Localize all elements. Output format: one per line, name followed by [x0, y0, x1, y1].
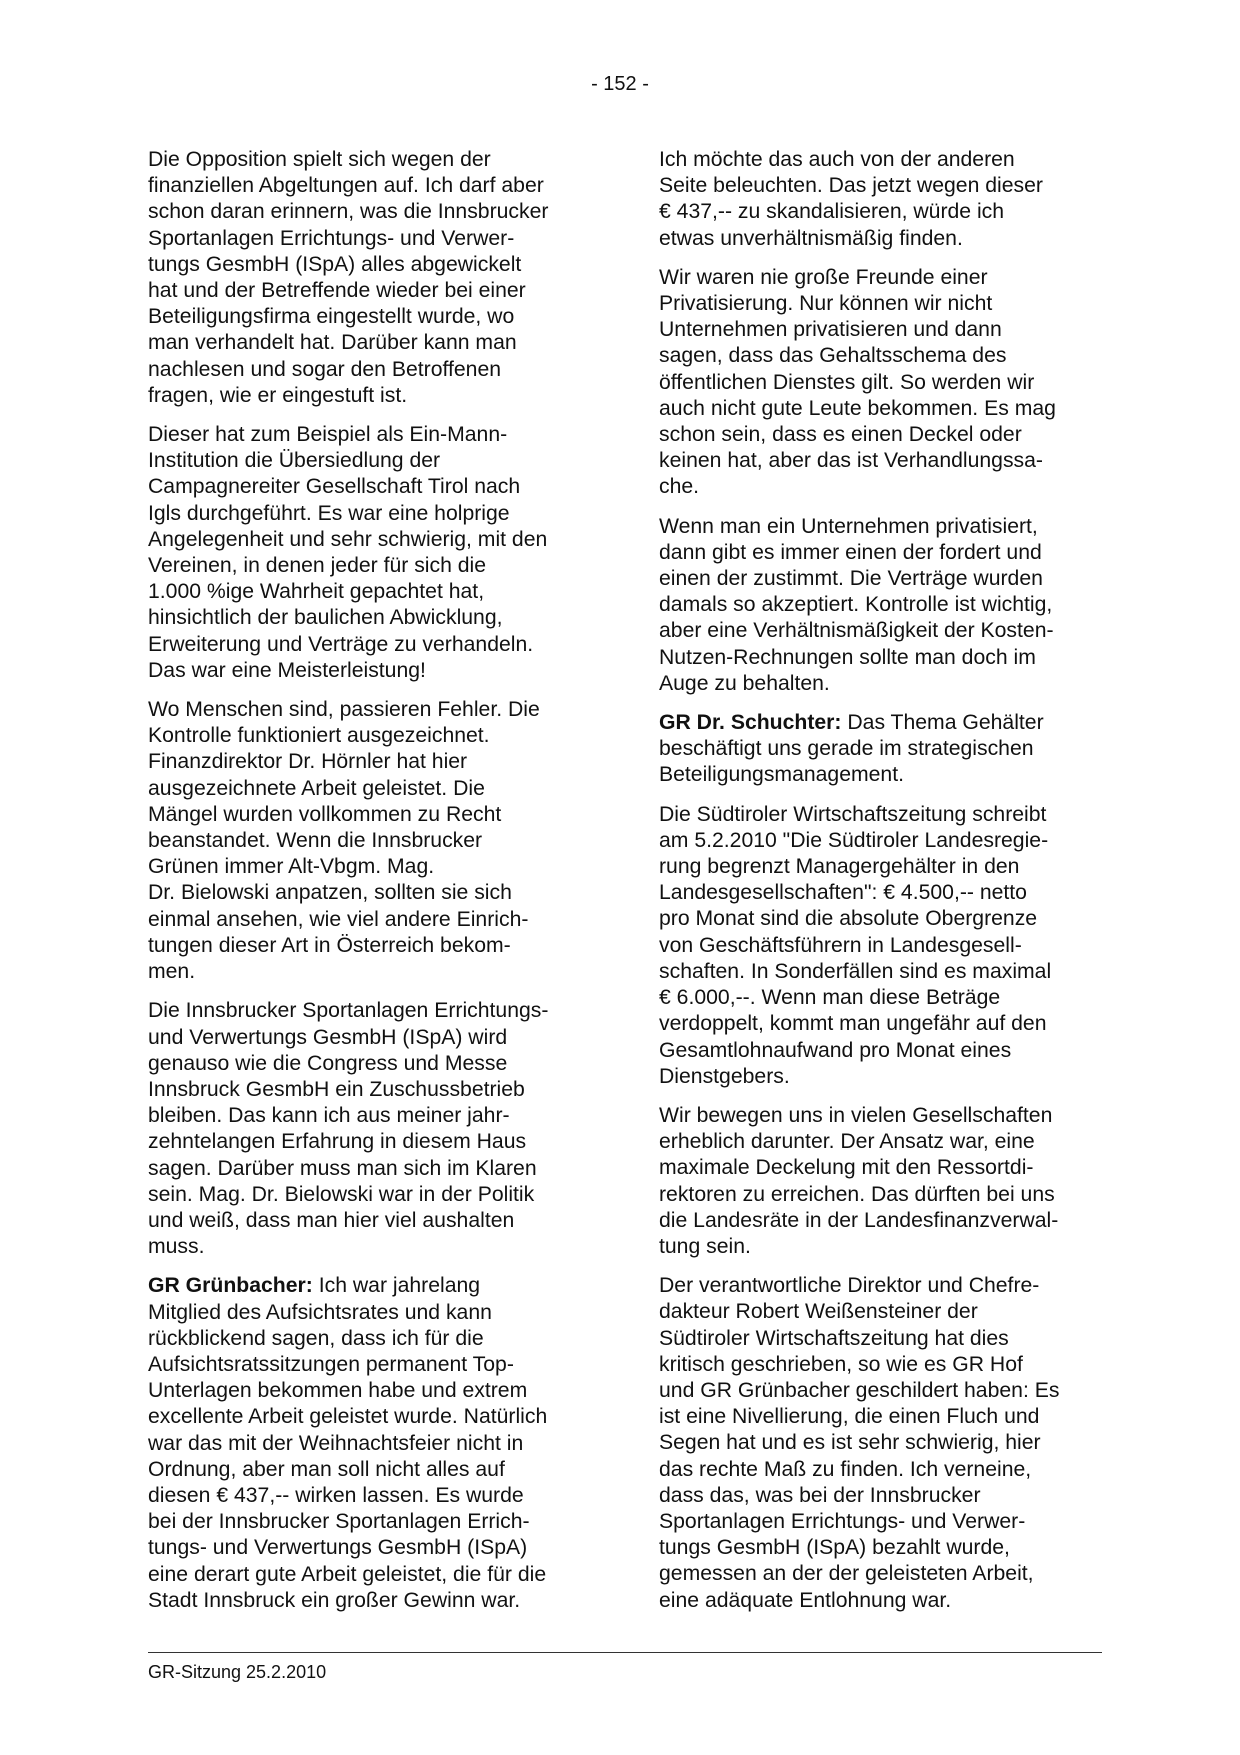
paragraph: Die Südtiroler Wirtschaftszeitung schreibt am 5.2.2010 "Die Südtiroler Landesregie- rung begrenzt Managergehälter in den Landesgesellschaften": € 4.500,-- netto pro Monat sind die absolute Obergrenze von Geschäftsführern in Landesgesell- schaften. In Sonderfällen sind es maximal € 6.000,--. Wenn man diese Beträge verdoppelt, kommt man ungefähr auf den Gesamtlohnaufwand pro Monat eines Dienstgebers. — [659, 802, 1052, 1088]
speech-text: Das Thema Gehälter beschäftigt uns gerade im strategischen Beteiligungsmanagement. — [659, 711, 1044, 787]
footer-divider — [148, 1652, 1102, 1653]
speaker-paragraph — [659, 710, 1106, 789]
paragraph: Wo Menschen sind, passieren Fehler. Die Kontrolle funktioniert ausgezeichnet. Finanzdirektor Dr. Hörnler hat hier ausgezeichnete Arbeit geleistet. Die Mängel wurden vollkommen zu Recht beanstandet. Wenn die Innsbrucker Grünen immer Alt-Vbgm. Mag. Dr. Bielowski anpatzen, sollten sie sich einmal ansehen, wie viel andere Einrich- tungen dieser Art in Österreich bekom- men. — [148, 698, 540, 984]
paragraph: Dieser hat zum Beispiel als Ein-Mann- Institution die Übersiedlung der Campagnereiter Gesellschaft Tirol nach Igls durchgeführt. Es war eine holprige Angelegenheit und sehr schwierig, mit den Vereinen, in denen jeder für sich die 1.000 %ige Wahrheit gepachtet hat, hinsichtlich der baulichen Abwicklung, Erweiterung und Verträge zu verhandeln. Das war eine Meisterleistung! — [148, 423, 548, 682]
right-column — [659, 147, 1106, 1627]
speaker-name: GR Grünbacher: — [148, 1274, 313, 1298]
paragraph: Ich möchte das auch von der anderen Seite beleuchten. Das jetzt wegen dieser € 437,-- zu skandalisieren, würde ich etwas unverhältnismäßig finden. — [659, 148, 1043, 250]
speaker-name: GR Dr. Schuchter: — [659, 711, 842, 735]
paragraph: Wir bewegen uns in vielen Gesellschaften erheblich darunter. Der Ansatz war, eine maximale Deckelung mit den Ressortdi- rektoren zu erreichen. Das dürften bei uns die Landesräte in der Landesfinanzverwal- tung sein. — [659, 1103, 1059, 1258]
paragraph: Der verantwortliche Direktor und Chefre- dakteur Robert Weißensteiner der Südtiroler Wirtschaftszeitung hat dies kritisch geschrieben, so wie es GR Hof und GR Grünbacher geschildert haben: Es ist eine Nivellierung, die einen Fluch und Segen hat und es ist sehr schwierig, hier das rechte Maß zu finden. Ich verneine, dass das, was bei der Innsbrucker Sportanlagen Errichtungs- und Verwer- tungs GesmbH (ISpA) bezahlt wurde, gemessen an der der geleisteten Arbeit, eine adäquate Entlohnung war. — [659, 1274, 1060, 1612]
footer-session-label: GR-Sitzung 25.2.2010 — [148, 1662, 327, 1682]
paragraph: Wir waren nie große Freunde einer Privatisierung. Nur können wir nicht Unternehmen privatisieren und dann sagen, dass das Gehaltsschema des öffentlichen Dienstes gilt. So werden wir auch nicht gute Leute bekommen. Es mag schon sein, dass es einen Deckel oder keinen hat, aber das ist Verhandlungssa- che. — [659, 265, 1056, 499]
paragraph: Die Opposition spielt sich wegen der finanziellen Abgeltungen auf. Ich darf aber schon daran erinnern, was die Innsbrucker Sportanlagen Errichtungs- und Verwer- tungs GesmbH (ISpA) alles abgewickelt hat und der Betreffende wieder bei einer Beteiligungsfirma eingestellt wurde, wo man verhandelt hat. Darüber kann man nachlesen und sogar den Betroffenen fragen, wie er eingestuft ist. — [148, 148, 549, 407]
page-number: - 152 - — [591, 73, 649, 95]
speech-text: Ich war jahrelang Mitglied des Aufsichtsrates und kann rückblickend sagen, dass ich für die Aufsichtsratssitzungen permanent Top- Unterlagen bekommen habe und extrem excellente Arbeit geleistet wurde. Natürlich war das mit der Weihnachtsfeier nicht in Ordnung, aber man soll nicht alles auf diesen € 437,-- wirken lassen. Es wurde bei der Innsbrucker Sportanlagen Errich- tungs- und Verwertungs GesmbH (ISpA) eine derart gute Arbeit geleistet, die für die Stadt Innsbruck ein großer Gewinn war. — [148, 1274, 548, 1612]
left-column — [148, 147, 606, 1627]
paragraph: Die Innsbrucker Sportanlagen Errichtungs- und Verwertungs GesmbH (ISpA) wird genauso wie die Congress und Messe Innsbruck GesmbH ein Zuschussbetrieb bleiben. Das kann ich aus meiner jahr- zehntelangen Erfahrung in diesem Haus sagen. Darüber muss man sich im Klaren sein. Mag. Dr. Bielowski war in der Politik und weiß, dass man hier viel aushalten muss. — [148, 999, 549, 1259]
paragraph: Wenn man ein Unternehmen privatisiert, dann gibt es immer einen der fordert und einen der zustimmt. Die Verträge wurden damals so akzeptiert. Kontrolle ist wichtig, aber eine Verhältnismäßigkeit der Kosten- Nutzen-Rechnungen sollte man doch im Auge zu behalten. — [659, 514, 1054, 695]
speaker-paragraph — [148, 1273, 606, 1614]
